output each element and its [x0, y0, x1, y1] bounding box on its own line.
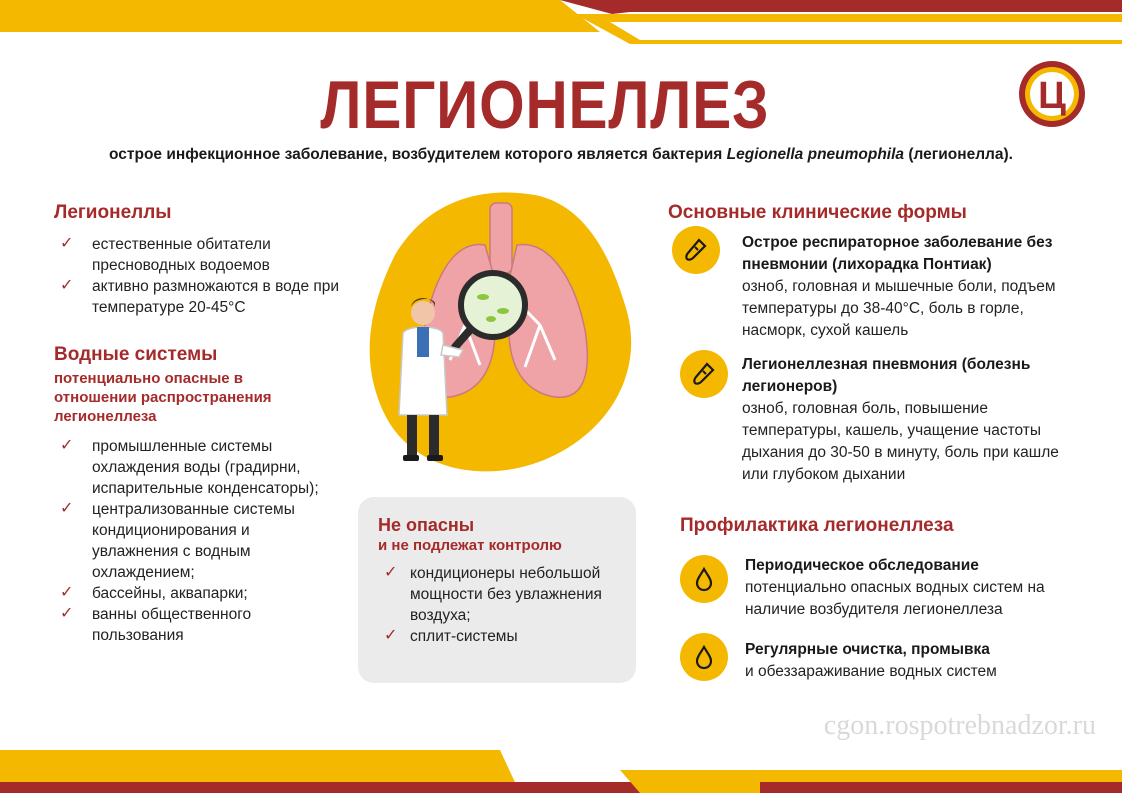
check-icon: ✓	[60, 277, 74, 294]
clinical-form-1-text: озноб, головная и мышечные боли, подъем температуры до 38-40°С, боль в горле, насморк, сухой кашель	[742, 278, 1056, 339]
water-systems-heading: Водные системы	[54, 344, 218, 365]
not-dangerous-box	[358, 497, 636, 683]
clinical-form-2	[742, 354, 1072, 486]
clinical-form-1	[742, 232, 1072, 342]
list-item: ✓ сплит-системы	[384, 627, 518, 645]
page-title: ЛЕГИОНЕЛЛЕЗ	[320, 67, 770, 143]
not-dangerous-list	[378, 563, 628, 647]
list-item: ✓ ванны общественного пользования	[60, 605, 252, 644]
trachea-shape	[490, 203, 512, 273]
logo-letter: Ц	[1038, 75, 1066, 117]
clinical-form-2-text: озноб, головная боль, повышение температуры, кашель, учащение частоты дыхания до 30-50 в минуту, боль при кашле или глубоком дыхании	[742, 400, 1059, 483]
check-icon: ✓	[384, 564, 398, 581]
not-dangerous-subheading: и не подлежат контролю	[378, 537, 562, 554]
clinical-form-2-title: Легионеллезная пневмония (болезнь легионеров)	[742, 356, 1031, 395]
thermometer-icon	[672, 226, 720, 274]
page-subtitle: острое инфекционное заболевание, возбудителем которого является бактерия Legionella pneumophila (легионелла).	[109, 146, 1013, 163]
check-icon: ✓	[60, 235, 74, 252]
list-item: ✓ активно размножаются в воде при температуре 20-45°С	[60, 277, 340, 316]
water-systems-section	[54, 344, 344, 646]
water-drop-icon	[680, 633, 728, 681]
prevention-item-2-text: и обеззараживание водных систем	[745, 663, 997, 680]
check-icon: ✓	[60, 437, 74, 454]
bacteria-name: Legionella pneumophila	[726, 146, 905, 163]
legionella-heading: Легионеллы	[54, 202, 172, 223]
check-icon: ✓	[60, 584, 74, 601]
prevention-item-1	[745, 555, 1075, 621]
check-icon: ✓	[384, 627, 398, 644]
clinical-forms-heading: Основные клинические формы	[668, 202, 967, 223]
list-item: ✓ промышленные системы охлаждения воды (градирни, испарительные конденсаторы);	[60, 437, 319, 497]
legionella-list	[54, 234, 354, 318]
list-item: ✓ бассейны, аквапарки;	[60, 584, 248, 602]
water-systems-list	[54, 436, 339, 646]
prevention-item-2	[745, 639, 1075, 683]
list-item: ✓ централизованные системы кондиционирования и увлажнения с водным охлаждением;	[60, 500, 295, 581]
check-icon: ✓	[60, 605, 74, 622]
water-systems-subheading: потенциально опасные в отношении распространения легионеллеза	[54, 370, 272, 425]
website-url: cgon.rospotrebnadzor.ru	[823, 710, 1096, 741]
lungs-illustration	[355, 185, 640, 485]
water-drop-icon	[680, 555, 728, 603]
list-item: ✓ кондиционеры небольшой мощности без увлажнения воздуха;	[384, 564, 602, 624]
prevention-item-1-text: потенциально опасных водных систем на наличие возбудителя легионеллеза	[745, 579, 1045, 618]
prevention-item-1-title: Периодическое обследование	[745, 557, 979, 574]
prevention-heading: Профилактика легионеллеза	[680, 515, 954, 536]
thermometer-icon	[680, 350, 728, 398]
check-icon: ✓	[60, 500, 74, 517]
prevention-item-2-title: Регулярные очистка, промывка	[745, 641, 990, 658]
not-dangerous-heading: Не опасны	[378, 515, 475, 535]
rospotrebnadzor-logo	[1016, 58, 1088, 130]
list-item: ✓ естественные обитатели пресноводных водоемов	[60, 235, 271, 274]
clinical-form-1-title: Острое респираторное заболевание без пневмонии (лихорадка Понтиак)	[742, 234, 1053, 273]
legionella-section	[54, 202, 354, 318]
